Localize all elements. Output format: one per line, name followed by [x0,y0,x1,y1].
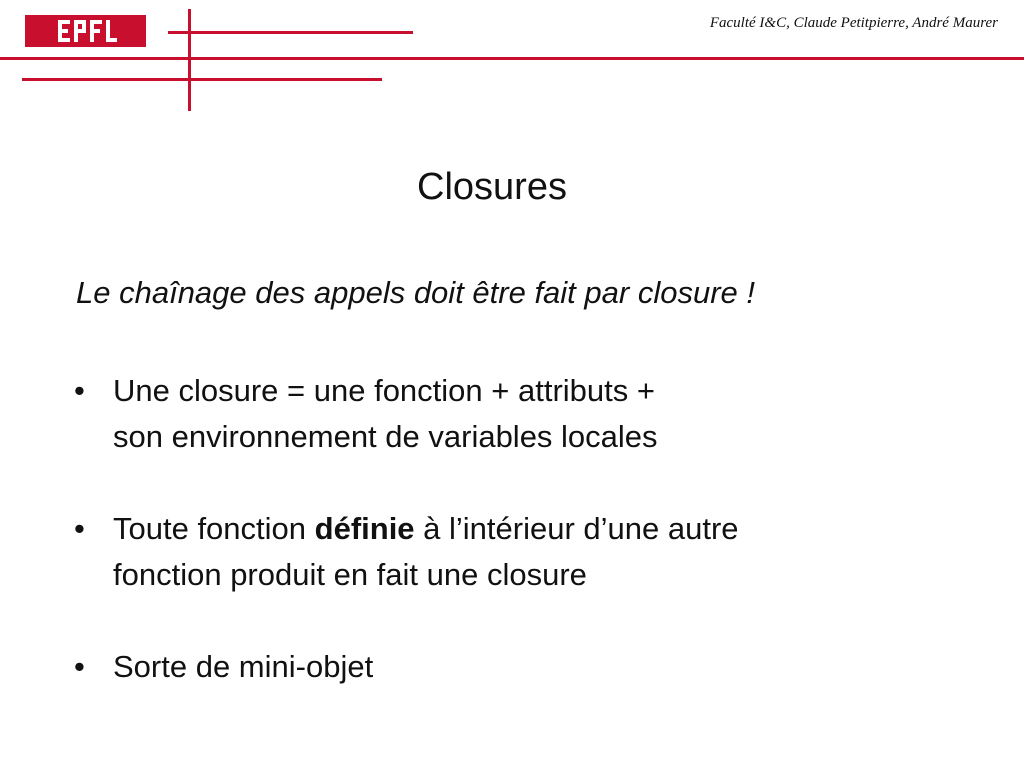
epfl-logo [25,15,146,47]
bullet-item [74,506,974,598]
bullet-text: Une closure = une fonction + attributs + [113,373,655,408]
bullet-dot: • [74,511,85,546]
bullet-dot: • [74,649,85,684]
author-credit: Faculté I&C, Claude Petitpierre, André Maurer [709,15,998,31]
bullet-item [74,368,974,460]
bullet-emphasis: définie [314,511,415,546]
bullet-text: Sorte de mini-objet [113,649,374,684]
bullet-item [74,644,974,690]
slide-title: Closures [417,166,567,208]
decorative-line [22,78,382,81]
bullet-text: à l’intérieur d’une autre [414,511,739,546]
bullet-list [74,368,974,736]
bullet-text: son environnement de variables locales [113,419,658,454]
decorative-line-vertical [188,9,191,111]
bullet-text: fonction produit en fait une closure [113,557,587,592]
slide-subtitle: Le chaînage des appels doit être fait par closure ! [76,275,755,310]
decorative-line [0,57,1024,60]
bullet-dot: • [74,373,85,408]
decorative-line [168,31,413,34]
bullet-text: Toute fonction [113,511,315,546]
